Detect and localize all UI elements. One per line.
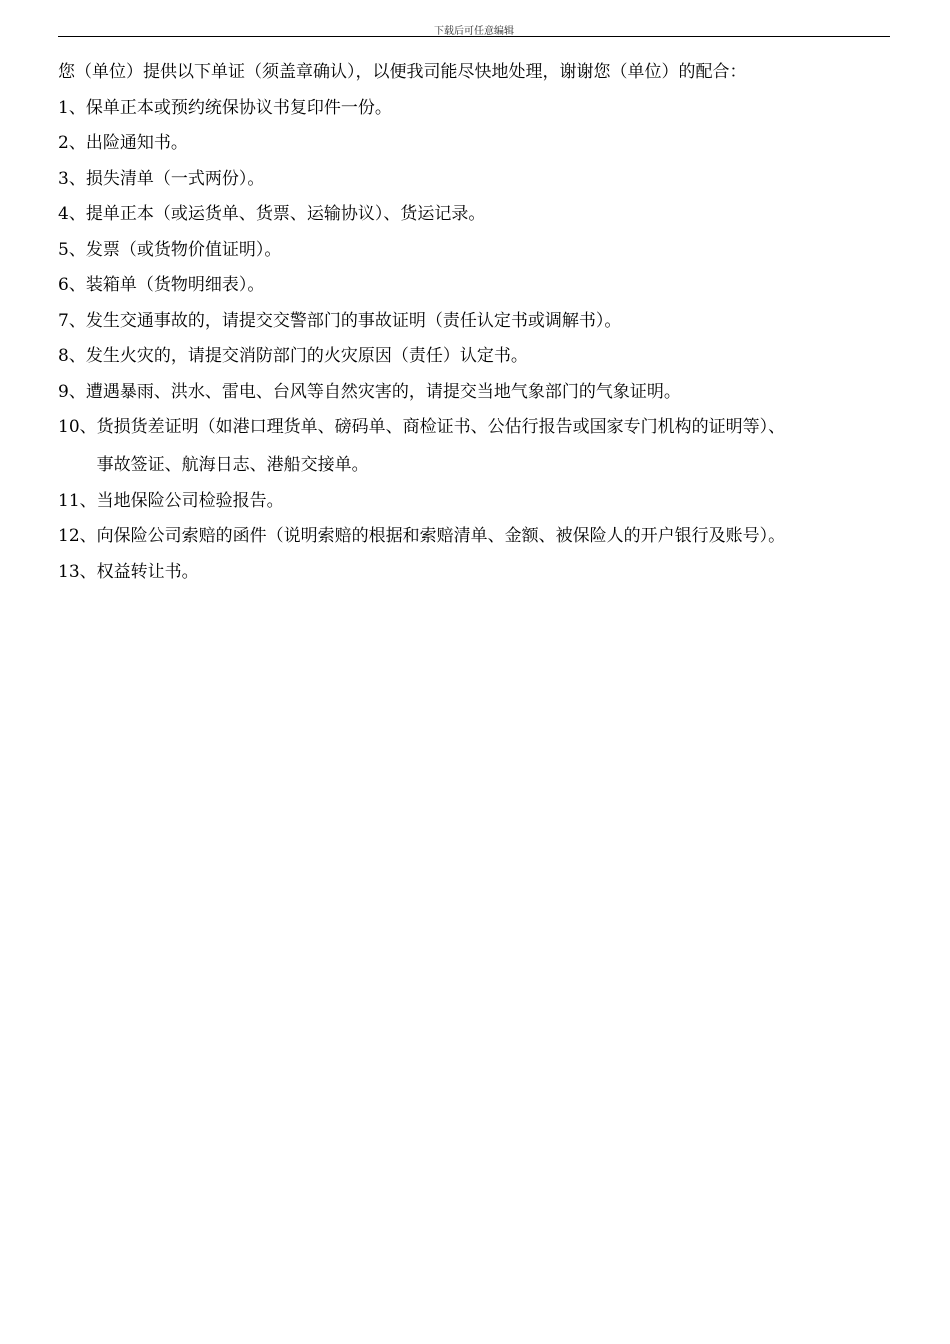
list-item [58,91,898,127]
list-item-text: 向保险公司索赔的函件（说明索赔的根据和索赔清单、金额、被保险人的开户银行及账号）。 [96,526,786,546]
list-item [58,197,898,233]
list-item-text: 当地保险公司检验报告。 [96,490,284,511]
page-header [58,28,890,37]
list-item-text: 装箱单（货物明细表）。 [85,275,265,295]
list-item-number: 9、 [58,381,86,402]
list-item [58,410,898,484]
list-item-number: 11、 [58,490,97,511]
list-item [58,162,898,198]
list-item-text: 发票（或货物价值证明）。 [85,239,282,260]
list-item-text: 权益转让书。 [96,561,199,582]
list-item [58,268,898,304]
list-item-text: 发生火灾的，请提交消防部门的火灾原因（责任）认定书。 [85,346,528,366]
list-item [58,519,898,555]
list-item-number: 7、 [58,310,86,331]
list-item-number: 3、 [58,168,86,189]
list-item-text: 发生交通事故的，请提交交警部门的事故证明（责任认定书或调解书）。 [85,310,622,331]
list-item-text: 货损货差证明（如港口理货单、磅码单、商检证书、公估行报告或国家专门机构的证明等）、 [96,417,786,437]
list-item [58,304,898,340]
list-item-text: 遭遇暴雨、洪水、雷电、台风等自然灾害的，请提交当地气象部门的气象证明。 [85,381,681,402]
list-item-number: 1、 [58,97,86,118]
list-item-text: 提单正本（或运货单、货票、运输协议）、货运记录。 [85,204,486,224]
header-text: 下载后可任意编辑 [434,26,514,37]
document-body [58,55,898,590]
list-item-text: 保单正本或预约统保协议书复印件一份。 [85,97,392,118]
list-item-number: 4、 [58,204,86,224]
list-item [58,375,898,411]
list-item-text-continued: 事故签证、航海日志、港船交接单。 [96,454,369,475]
list-item-number: 2、 [58,133,86,153]
list-item-number: 8、 [58,346,86,366]
list-item [58,555,898,591]
list-item [58,126,898,162]
list-item-text: 出险通知书。 [85,133,188,153]
list-item-text: 损失清单（一式两份）。 [85,168,265,189]
list-item [58,233,898,269]
list-item-number: 12、 [58,526,97,546]
list-item-number: 5、 [58,239,86,260]
list-item-number: 6、 [58,275,86,295]
list-item-number: 10、 [58,417,97,437]
list-item [58,339,898,375]
list-item-number: 13、 [58,561,97,582]
intro-paragraph: 您（单位）提供以下单证（须盖章确认），以便我司能尽快地处理，谢谢您（单位）的配合： [58,62,747,82]
list-item [58,484,898,520]
